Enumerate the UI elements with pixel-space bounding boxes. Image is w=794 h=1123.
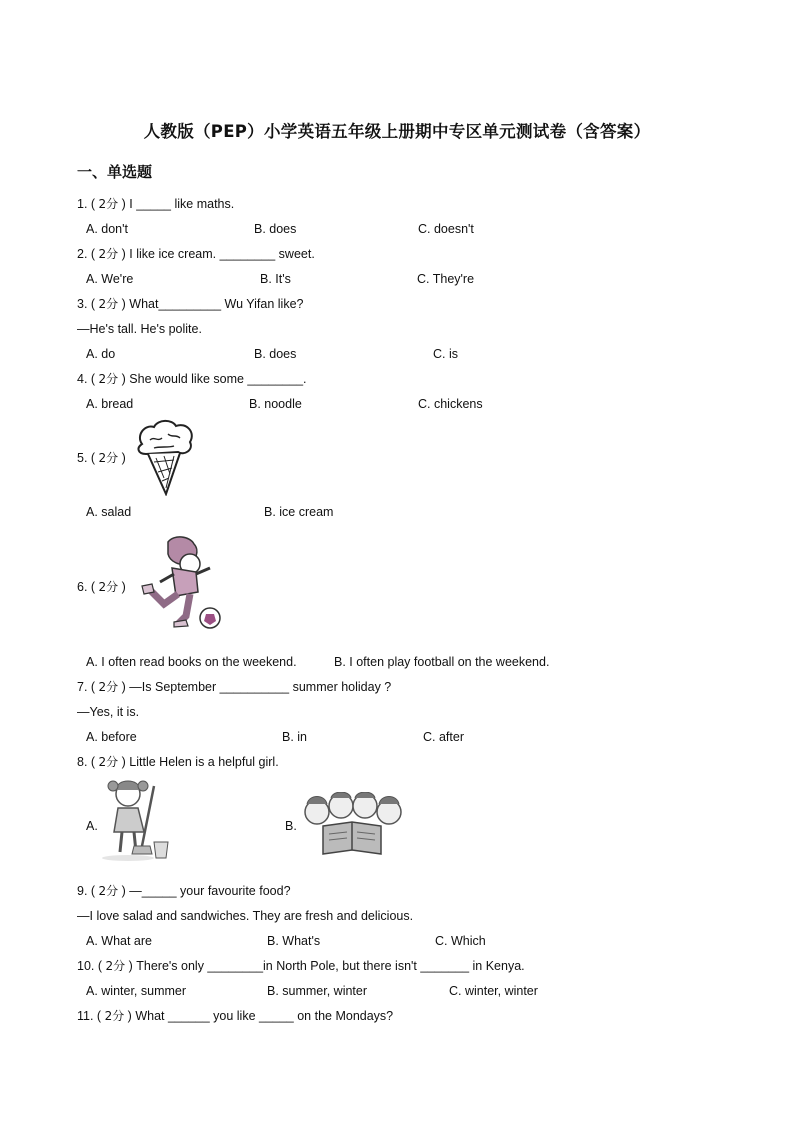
option-b[interactable]: B. I often play football on the weekend.	[334, 655, 550, 669]
option-b[interactable]: B. ice cream	[264, 505, 334, 519]
option-a[interactable]: A.	[86, 819, 98, 833]
question-8: 8. ( 2分 ) Little Helen is a helpful girl.	[77, 755, 279, 769]
girl-mopping-floor-icon	[98, 776, 174, 862]
option-c[interactable]: C. chickens	[418, 397, 483, 411]
question-6: 6. ( 2分 )	[77, 580, 126, 594]
option-a[interactable]: A. We're	[86, 272, 134, 286]
option-c[interactable]: C. Which	[435, 934, 486, 948]
option-b[interactable]: B. in	[282, 730, 308, 744]
question-9: 9. ( 2分 ) —_____ your favourite food?	[77, 884, 291, 898]
option-a[interactable]: A. bread	[86, 397, 134, 411]
question-3: 3. ( 2分 ) What_________ Wu Yifan like?	[77, 297, 304, 311]
children-reading-book-icon	[297, 792, 407, 856]
boy-kicking-football-icon	[134, 534, 224, 630]
question-text: —_____ your favourite food?	[129, 884, 291, 898]
option-b[interactable]: B.	[285, 819, 297, 833]
question-number: 7.	[77, 680, 88, 694]
question-7: 7. ( 2分 ) —Is September __________ summer holiday ?	[77, 680, 392, 694]
points: 2分	[98, 372, 119, 386]
question-reply: —I love salad and sandwiches. They are fresh and delicious.	[77, 909, 414, 923]
option-b[interactable]: B. noodle	[249, 397, 302, 411]
question-number: 11.	[77, 1009, 94, 1023]
question-4: 4. ( 2分 ) She would like some ________.	[77, 372, 307, 386]
points: 2分	[98, 755, 119, 769]
question-number: 1.	[77, 197, 88, 211]
question-text: —Is September __________ summer holiday ?	[129, 680, 392, 694]
option-b[interactable]: B. It's	[260, 272, 291, 286]
question-text: There's only ________in North Pole, but there isn't _______ in Kenya.	[136, 959, 525, 973]
points: 2分	[98, 247, 119, 261]
question-1: 1. ( 2分 ) I _____ like maths.	[77, 197, 235, 211]
option-a[interactable]: A. What are	[86, 934, 152, 948]
question-text: I _____ like maths.	[129, 197, 235, 211]
points: 2分	[105, 959, 126, 973]
question-number: 9.	[77, 884, 88, 898]
option-b[interactable]: B. What's	[267, 934, 321, 948]
option-c[interactable]: C. They're	[417, 272, 475, 286]
points: 2分	[98, 297, 119, 311]
ice-cream-cone-icon	[134, 418, 198, 496]
option-c[interactable]: C. is	[433, 347, 458, 361]
question-number: 10.	[77, 959, 95, 973]
question-text: She would like some ________.	[129, 372, 307, 386]
points: 2分	[98, 580, 119, 594]
option-a[interactable]: A. before	[86, 730, 137, 744]
option-a[interactable]: A. salad	[86, 505, 132, 519]
option-c[interactable]: C. after	[423, 730, 464, 744]
option-a[interactable]: A. winter, summer	[86, 984, 187, 998]
question-text: What ______ you like _____ on the Mondays?	[135, 1009, 394, 1023]
question-11: 11. ( 2分 ) What ______ you like _____ on the Mondays?	[77, 1009, 394, 1023]
question-number: 6.	[77, 580, 88, 594]
option-c[interactable]: C. winter, winter	[449, 984, 538, 998]
section-heading: 一、单选题	[77, 163, 153, 181]
option-b[interactable]: B. summer, winter	[267, 984, 368, 998]
question-number: 4.	[77, 372, 88, 386]
question-2: 2. ( 2分 ) I like ice cream. ________ sweet.	[77, 247, 315, 261]
question-reply: —Yes, it is.	[77, 705, 140, 719]
question-number: 2.	[77, 247, 88, 261]
option-a[interactable]: A. I often read books on the weekend.	[86, 655, 297, 669]
option-a[interactable]: A. don't	[86, 222, 128, 236]
question-10: 10. ( 2分 ) There's only ________in North Pole, but there isn't _______ in Kenya.	[77, 959, 525, 973]
question-5: 5. ( 2分 )	[77, 451, 126, 465]
question-text: What_________ Wu Yifan like?	[129, 297, 304, 311]
question-reply: —He's tall. He's polite.	[77, 322, 202, 336]
option-a[interactable]: A. do	[86, 347, 116, 361]
points: 2分	[98, 197, 119, 211]
question-text: I like ice cream. ________ sweet.	[129, 247, 315, 261]
option-b[interactable]: B. does	[254, 222, 297, 236]
points: 2分	[98, 451, 119, 465]
question-number: 3.	[77, 297, 88, 311]
points: 2分	[98, 884, 119, 898]
option-b[interactable]: B. does	[254, 347, 297, 361]
question-number: 8.	[77, 755, 88, 769]
option-c[interactable]: C. doesn't	[418, 222, 474, 236]
question-number: 5.	[77, 451, 88, 465]
points: 2分	[98, 680, 119, 694]
question-text: Little Helen is a helpful girl.	[129, 755, 279, 769]
page-title: 人教版（PEP）小学英语五年级上册期中专区单元测试卷（含答案）	[143, 122, 651, 141]
points: 2分	[104, 1009, 125, 1023]
